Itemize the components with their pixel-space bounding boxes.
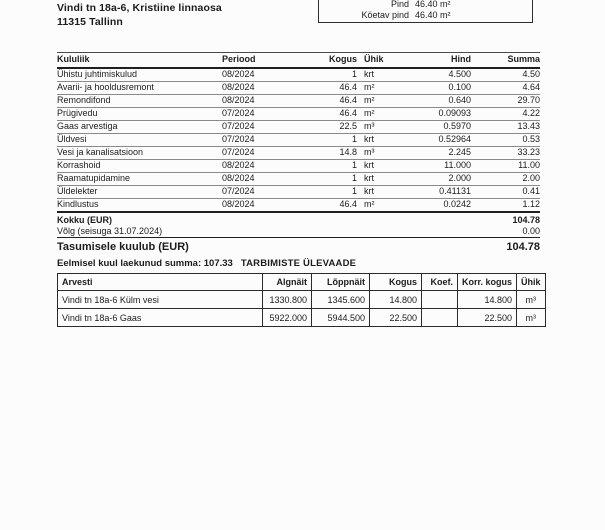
consumption-cell: 5944.500 xyxy=(312,309,370,327)
koetav-pind-value: 46.40 m² xyxy=(415,9,451,20)
cost-cell-kul: Remondifond xyxy=(57,95,111,105)
cons-col-kogus: Kogus xyxy=(370,274,422,291)
consumption-cell: 22.500 xyxy=(458,309,517,327)
cost-table-row xyxy=(57,95,540,108)
recipient-address xyxy=(57,1,222,29)
col-kululiik: Kululiik xyxy=(57,54,90,64)
consumption-row xyxy=(58,309,546,327)
kokku-value: 104.78 xyxy=(512,215,540,225)
cost-cell-kog: 1 xyxy=(351,69,357,79)
cons-col-arvesti: Arvesti xyxy=(58,274,263,291)
cost-cell-kog: 22.5 xyxy=(339,121,357,131)
cost-table-row xyxy=(57,199,540,213)
cost-cell-per: 07/2024 xyxy=(222,134,255,144)
cost-cell-sum: 11.00 xyxy=(518,160,540,170)
cost-cell-hin: 0.100 xyxy=(448,82,471,92)
cost-cell-hin: 0.0242 xyxy=(443,199,471,209)
cost-cell-per: 08/2024 xyxy=(222,82,255,92)
consumption-cell: Vindi tn 18a-6 Külm vesi xyxy=(58,291,263,309)
total-row-tasumisele xyxy=(57,238,540,255)
cons-col-koef: Koef. xyxy=(422,274,458,291)
col-periood: Periood xyxy=(222,54,256,64)
cost-cell-sum: 33.23 xyxy=(517,147,540,157)
cost-cell-kog: 1 xyxy=(351,186,357,196)
total-row-volg xyxy=(57,226,540,238)
address-line-2: 11315 Tallinn xyxy=(57,16,123,28)
cost-table-body xyxy=(57,69,540,213)
kokku-label: Kokku (EUR) xyxy=(57,215,113,225)
cost-cell-kog: 1 xyxy=(351,160,357,170)
col-uhik: Ühik xyxy=(364,54,384,64)
consumption-cell: m³ xyxy=(517,291,546,309)
cost-table-row xyxy=(57,134,540,147)
volg-label: Võlg (seisuga 31.07.2024) xyxy=(57,226,163,236)
cost-cell-per: 07/2024 xyxy=(222,186,255,196)
cost-cell-kog: 46.4 xyxy=(339,95,357,105)
cost-table-row xyxy=(57,82,540,95)
cost-cell-sum: 4.22 xyxy=(522,108,540,118)
cons-col-loppnait: Lõppnäit xyxy=(312,274,370,291)
cost-cell-uhi: krt xyxy=(364,160,374,170)
cost-cell-hin: 0.09093 xyxy=(438,108,471,118)
cost-table-row xyxy=(57,69,540,82)
cost-cell-per: 08/2024 xyxy=(222,199,255,209)
cost-cell-hin: 0.52964 xyxy=(438,134,471,144)
col-kogus: Kogus xyxy=(329,54,357,64)
cost-cell-uhi: m² xyxy=(364,95,375,105)
cost-cell-hin: 11.000 xyxy=(444,160,471,170)
consumption-cell: 1345.600 xyxy=(312,291,370,309)
cost-cell-kul: Prügivedu xyxy=(57,108,98,118)
cost-table-row xyxy=(57,160,540,173)
consumption-cell xyxy=(422,309,458,327)
cons-col-korr-kogus: Korr. kogus xyxy=(458,274,517,291)
cost-table-row xyxy=(57,108,540,121)
cost-cell-per: 08/2024 xyxy=(222,69,255,79)
col-hind: Hind xyxy=(451,54,471,64)
cost-cell-per: 07/2024 xyxy=(222,108,255,118)
cost-cell-uhi: m² xyxy=(364,108,375,118)
cost-cell-sum: 1.12 xyxy=(522,199,540,209)
cost-cell-uhi: m³ xyxy=(364,147,375,157)
cost-cell-hin: 4.500 xyxy=(448,69,471,79)
consumption-row xyxy=(58,291,546,309)
cost-cell-uhi: krt xyxy=(364,173,374,183)
cost-cell-per: 08/2024 xyxy=(222,95,255,105)
area-row-koetav-pind xyxy=(319,10,532,21)
total-row-kokku xyxy=(57,213,540,226)
volg-value: 0.00 xyxy=(522,226,540,236)
cost-cell-hin: 0.41131 xyxy=(439,186,471,196)
area-row-pind xyxy=(319,0,532,10)
cost-cell-kul: Gaas arvestiga xyxy=(57,121,118,131)
cost-cell-sum: 0.53 xyxy=(522,134,540,144)
consumption-table-header xyxy=(58,274,546,291)
consumption-cell: m³ xyxy=(517,309,546,327)
cost-cell-kog: 1 xyxy=(351,134,357,144)
cost-cell-kog: 1 xyxy=(351,173,357,183)
cost-cell-per: 08/2024 xyxy=(222,160,255,170)
cost-cell-uhi: krt xyxy=(364,186,374,196)
cost-cell-kul: Üldvesi xyxy=(57,134,87,144)
consumption-table-body xyxy=(58,291,546,327)
cost-cell-sum: 4.64 xyxy=(522,82,540,92)
cost-cell-uhi: m² xyxy=(364,199,375,209)
tasumisele-value: 104.78 xyxy=(506,241,540,253)
consumption-cell: 1330.800 xyxy=(263,291,312,309)
cost-cell-kog: 46.4 xyxy=(339,108,357,118)
pind-value: 46.40 m² xyxy=(415,0,451,9)
tasumisele-label: Tasumisele kuulub (EUR) xyxy=(57,241,189,253)
consumption-cell: 5922.000 xyxy=(263,309,312,327)
koetav-pind-label: Köetav pind xyxy=(361,9,409,20)
cons-col-uhik: Ühik xyxy=(517,274,546,291)
consumption-cell: 14.800 xyxy=(458,291,517,309)
cost-cell-hin: 2.000 xyxy=(448,173,471,183)
consumption-cell xyxy=(422,291,458,309)
area-info-box xyxy=(318,0,533,23)
cost-cell-uhi: m² xyxy=(364,82,375,92)
consumption-cell: Vindi tn 18a-6 Gaas xyxy=(58,309,263,327)
cost-cell-sum: 0.41 xyxy=(522,186,540,196)
cost-cell-sum: 29.70 xyxy=(517,95,540,105)
cost-cell-uhi: m³ xyxy=(364,121,375,131)
cost-cell-hin: 2.245 xyxy=(448,147,471,157)
previous-payment-note: Eelmisel kuul laekunud summa: 107.33 xyxy=(57,258,233,269)
cost-table xyxy=(57,52,540,270)
cost-table-row xyxy=(57,121,540,134)
cost-cell-kul: Vesi ja kanalisatsioon xyxy=(57,147,144,157)
cost-cell-sum: 4.50 xyxy=(522,69,540,79)
cost-table-row xyxy=(57,173,540,186)
cost-cell-kul: Üldelekter xyxy=(57,186,98,196)
consumption-title: TARBIMISTE ÜLEVAADE xyxy=(240,258,357,269)
cost-cell-kog: 14.8 xyxy=(339,147,357,157)
cost-cell-kul: Avarii- ja hooldusremont xyxy=(57,82,154,92)
cost-cell-uhi: krt xyxy=(364,69,374,79)
cost-cell-kul: Korrashoid xyxy=(57,160,101,170)
cost-cell-hin: 0.640 xyxy=(448,95,471,105)
consumption-cell: 22.500 xyxy=(370,309,422,327)
cost-cell-kul: Kindlustus xyxy=(57,199,99,209)
cost-table-header xyxy=(57,52,540,69)
cons-col-algnait: Algnäit xyxy=(263,274,312,291)
col-summa: Summa xyxy=(507,54,540,64)
cost-table-row xyxy=(57,147,540,160)
address-line-1: Vindi tn 18a-6, Kristiine linnaosa xyxy=(57,2,222,14)
cost-cell-uhi: krt xyxy=(364,134,374,144)
consumption-header-row xyxy=(58,274,546,291)
cost-cell-kog: 46.4 xyxy=(339,199,357,209)
cost-table-row xyxy=(57,186,540,199)
cost-cell-sum: 2.00 xyxy=(522,173,540,183)
cost-cell-per: 07/2024 xyxy=(222,147,255,157)
cost-cell-kul: Ühistu juhtimiskulud xyxy=(57,69,138,79)
cost-cell-sum: 13.43 xyxy=(517,121,540,131)
cost-cell-hin: 0.5970 xyxy=(443,121,471,131)
cost-cell-per: 07/2024 xyxy=(222,121,255,131)
cost-cell-per: 08/2024 xyxy=(222,173,255,183)
pind-label: Pind xyxy=(390,0,409,9)
cost-cell-kul: Raamatupidamine xyxy=(57,173,131,183)
consumption-cell: 14.800 xyxy=(370,291,422,309)
consumption-table xyxy=(57,273,546,327)
cost-cell-kog: 46.4 xyxy=(339,82,357,92)
